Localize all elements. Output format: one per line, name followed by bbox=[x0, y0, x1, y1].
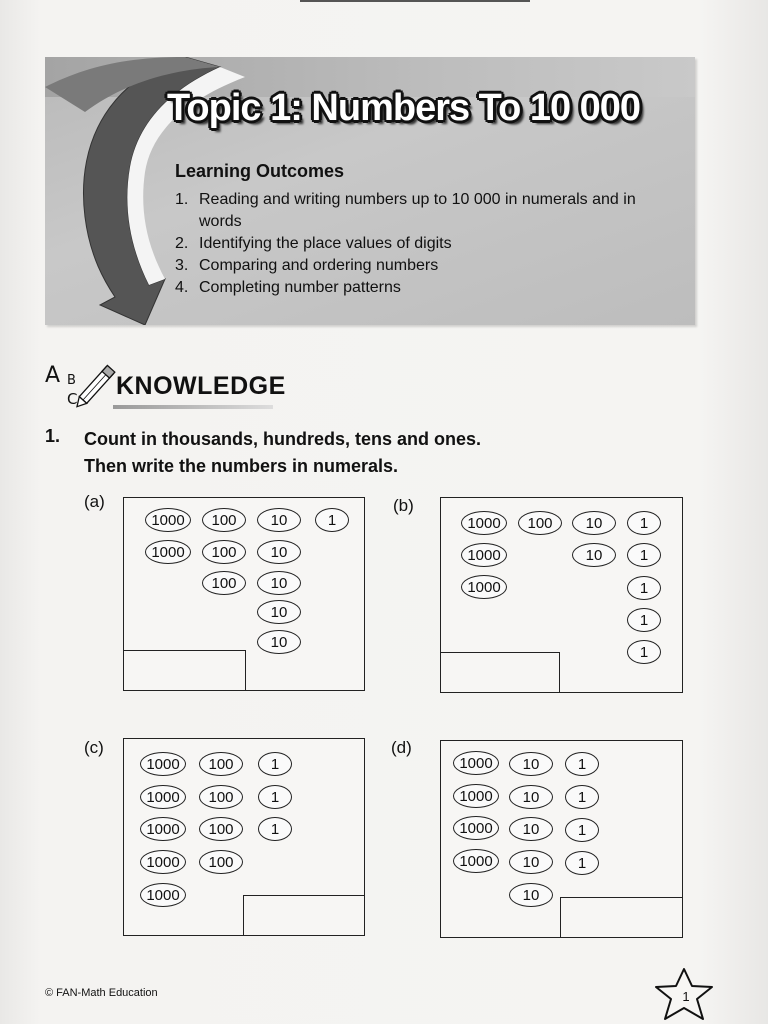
learning-outcomes-heading: Learning Outcomes bbox=[175, 161, 345, 181]
icon-letter-c: C bbox=[67, 390, 78, 408]
hundred-block: 100 bbox=[202, 571, 246, 595]
ten-block: 10 bbox=[257, 600, 301, 624]
thousand-block: 1000 bbox=[145, 508, 191, 532]
outcome-item bbox=[175, 277, 675, 299]
ten-block: 10 bbox=[572, 543, 616, 567]
outcome-item bbox=[175, 233, 675, 255]
top-rule bbox=[300, 0, 530, 2]
hundred-block: 100 bbox=[199, 752, 243, 776]
part-b-answer-box[interactable] bbox=[440, 652, 560, 693]
part-a-label: (a) bbox=[84, 492, 105, 511]
icon-letter-a: A bbox=[45, 363, 61, 388]
one-block: 1 bbox=[627, 608, 661, 632]
one-block: 1 bbox=[627, 511, 661, 535]
thousand-block: 1000 bbox=[140, 752, 186, 776]
hundred-block: 100 bbox=[199, 817, 243, 841]
one-block: 1 bbox=[258, 817, 292, 841]
topic-banner bbox=[45, 57, 695, 325]
outcome-item bbox=[175, 189, 675, 233]
part-c-label: (c) bbox=[84, 738, 104, 757]
outcome-number: 2. bbox=[175, 235, 189, 252]
part-d-answer-box[interactable] bbox=[560, 897, 683, 938]
outcome-number: 1. bbox=[175, 191, 189, 208]
one-block: 1 bbox=[258, 785, 292, 809]
thousand-block: 1000 bbox=[140, 850, 186, 874]
ten-block: 10 bbox=[257, 540, 301, 564]
one-block: 1 bbox=[627, 640, 661, 664]
thousand-block: 1000 bbox=[140, 883, 186, 907]
one-block: 1 bbox=[315, 508, 349, 532]
ten-block: 10 bbox=[257, 508, 301, 532]
ten-block: 10 bbox=[509, 850, 553, 874]
one-block: 1 bbox=[565, 818, 599, 842]
page-number: 1 bbox=[682, 989, 690, 1004]
hundred-block: 100 bbox=[202, 508, 246, 532]
hundred-block: 100 bbox=[199, 850, 243, 874]
ten-block: 10 bbox=[509, 785, 553, 809]
question-text bbox=[84, 426, 481, 480]
one-block: 1 bbox=[565, 851, 599, 875]
ten-block: 10 bbox=[509, 817, 553, 841]
question-number: 1. bbox=[45, 426, 61, 446]
topic-title: Topic 1: Numbers To 10 000 bbox=[167, 87, 641, 129]
part-c-answer-box[interactable] bbox=[243, 895, 365, 936]
outcome-number: 3. bbox=[175, 257, 189, 274]
ten-block: 10 bbox=[257, 630, 301, 654]
ten-block: 10 bbox=[572, 511, 616, 535]
section-underline bbox=[113, 405, 273, 409]
outcome-text: Identifying the place values of digits bbox=[199, 235, 452, 252]
part-a-answer-box[interactable] bbox=[123, 650, 246, 691]
one-block: 1 bbox=[565, 785, 599, 809]
thousand-block: 1000 bbox=[461, 543, 507, 567]
one-block: 1 bbox=[258, 752, 292, 776]
abc-pencil-icon bbox=[45, 354, 120, 409]
hundred-block: 100 bbox=[199, 785, 243, 809]
thousand-block: 1000 bbox=[145, 540, 191, 564]
thousand-block: 1000 bbox=[453, 784, 499, 808]
outcome-number: 4. bbox=[175, 279, 189, 296]
part-b-label: (b) bbox=[393, 496, 414, 515]
question-line-1: Count in thousands, hundreds, tens and ones. bbox=[84, 429, 482, 449]
one-block: 1 bbox=[565, 752, 599, 776]
thousand-block: 1000 bbox=[453, 816, 499, 840]
icon-letter-b: B bbox=[67, 373, 76, 388]
thousand-block: 1000 bbox=[461, 575, 507, 599]
outcome-text: Comparing and ordering numbers bbox=[199, 257, 439, 274]
copyright-text: © FAN-Math Education bbox=[45, 987, 158, 999]
hundred-block: 100 bbox=[202, 540, 246, 564]
ten-block: 10 bbox=[509, 883, 553, 907]
thousand-block: 1000 bbox=[461, 511, 507, 535]
thousand-block: 1000 bbox=[453, 849, 499, 873]
learning-outcomes-list bbox=[175, 189, 675, 299]
thousand-block: 1000 bbox=[140, 817, 186, 841]
thousand-block: 1000 bbox=[453, 751, 499, 775]
hundred-block: 100 bbox=[518, 511, 562, 535]
thousand-block: 1000 bbox=[140, 785, 186, 809]
one-block: 1 bbox=[627, 543, 661, 567]
outcome-item bbox=[175, 255, 675, 277]
ten-block: 10 bbox=[509, 752, 553, 776]
outcome-text: Completing number patterns bbox=[199, 279, 401, 296]
one-block: 1 bbox=[627, 576, 661, 600]
outcome-text: Reading and writing numbers up to 10 000 in numerals and in words bbox=[199, 191, 636, 230]
ten-block: 10 bbox=[257, 571, 301, 595]
question-line-2: Then write the numbers in numerals. bbox=[84, 456, 399, 476]
section-title: KNOWLEDGE bbox=[116, 372, 286, 400]
part-d-label: (d) bbox=[391, 738, 412, 757]
